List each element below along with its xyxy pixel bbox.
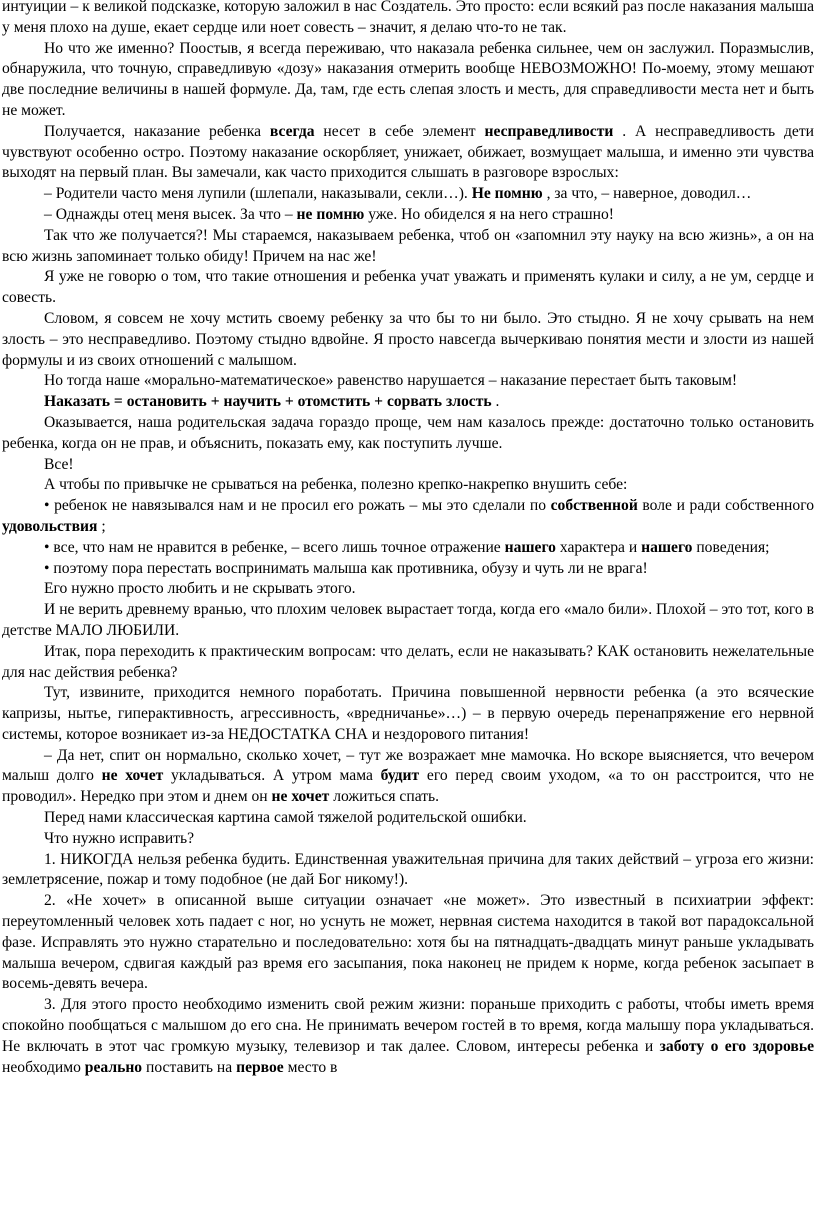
paragraph-bullet-2: [2, 538, 814, 559]
paragraph-remind-yourself: [2, 475, 814, 496]
paragraph-formula: [2, 392, 814, 413]
text-run: Что нужно исправить?: [44, 829, 195, 847]
bold-text: реально: [84, 1058, 143, 1076]
bold-text: нашего: [641, 538, 693, 556]
text-run: уже. Но обиделся я на него страшно!: [364, 205, 614, 223]
text-run: место в: [283, 1058, 338, 1076]
paragraph-rule-3: [2, 995, 814, 1078]
text-run: 3. Для этого просто необходимо изменить свой режим жизни: пораньше приходить с работы, чтобы иметь время спокойно пообщаться с малышом до его сна. Не принимать вечером гостей в то время, когда малышу пора укладываться. Не включать в этот час громкую музыку, телевизор и так далее. Словом, интересы ребенка и: [2, 996, 814, 1055]
paragraph-mother-objects: [2, 746, 814, 808]
text-run: Все!: [44, 455, 74, 473]
paragraph-intro-fragment: [2, 0, 814, 39]
text-run: Итак, пора переходить к практическим вопросам: что делать, если не наказывать? КАК остановить нежелательные для нас действия ребенка?: [2, 642, 814, 681]
text-run: А чтобы по привычке не срываться на ребенка, полезно крепко-накрепко внушить себе:: [44, 476, 628, 494]
paragraph-rule-2: [2, 891, 814, 995]
paragraph-fists: [2, 267, 814, 309]
text-run: – Однажды отец меня высек. За что –: [44, 205, 297, 223]
paragraph-bullet-3: [2, 559, 814, 580]
bold-text: не хочет: [101, 767, 164, 785]
text-run: Но тогда наше «морально-математическое» равенство нарушается – наказание перестает быть таковым!: [44, 372, 738, 390]
text-run: Я уже не говорю о том, что такие отношения и ребенка учат уважать и применять кулаки и силу, а не ум, сердце и совесть.: [2, 268, 814, 307]
bold-text: Не помню: [471, 185, 543, 203]
paragraph-rule-1: [2, 850, 814, 892]
paragraph-just-love: [2, 579, 814, 600]
text-run: Его нужно просто любить и не скрывать этого.: [44, 580, 356, 598]
text-run: Перед нами классическая картина самой тяжелой родительской ошибки.: [44, 809, 527, 827]
paragraph-quote-father: [2, 205, 814, 226]
text-run: Словом, я совсем не хочу мстить своему ребенку за что бы то ни было. Это стыдно. Я не хочу срывать на нем злость – это несправедливо. Поэтому стыдно вдвойне. Я просто навсегда вычеркиваю понятия мести и злости из нашей формулы и из своих отношений с малышом.: [2, 309, 814, 369]
paragraph-bullet-1: [2, 496, 814, 538]
paragraph-what-happens: [2, 226, 814, 268]
text-run: .: [491, 393, 500, 411]
text-run: Оказывается, наша родительская задача гораздо проще, чем нам казалось прежде: достаточно только остановить ребенка, когда он не прав, и объяснить, показать ему, как поступить лучше.: [2, 413, 814, 452]
bold-text: заботу о его здоровье: [659, 1037, 814, 1055]
text-run: поставить на: [142, 1058, 237, 1076]
bold-text: не помню: [296, 205, 365, 223]
text-run: поведения;: [692, 538, 770, 556]
bold-text: нашего: [504, 538, 556, 556]
text-run: – Родители часто меня лупили (шлепали, наказывали, секли…).: [44, 185, 472, 203]
paragraph-that-is-all: [2, 455, 814, 476]
text-run: его перед своим уходом, «а то он расстроится, что не проводил». Нередко при этом и днем он: [2, 767, 814, 806]
bold-text: собственной: [550, 497, 638, 515]
text-run: • поэтому пора перестать воспринимать малыша как противника, обузу и чуть ли не врага!: [44, 559, 648, 577]
text-run: Получается, наказание ребенка: [44, 122, 270, 140]
paragraph-classic-mistake: [2, 808, 814, 829]
paragraph-quote-parents: [2, 184, 814, 205]
paragraph-no-revenge: [2, 309, 814, 371]
text-run: – Да нет, спит он нормально, сколько хочет, – тут же возражает мне мамочка. Но вскоре выясняется, что вечером малыш долго: [2, 746, 814, 785]
text-run: ложиться спать.: [329, 788, 440, 806]
paragraph-always-injustice: [2, 122, 814, 184]
text-run: воле и ради собственного: [637, 497, 814, 515]
text-run: И не верить древнему вранью, что плохим человек вырастает тогда, когда его «мало били». Плохой – это тот, кого в детстве МАЛО ЛЮБИЛИ.: [2, 601, 814, 639]
bold-text: удовольствия: [2, 517, 98, 535]
bold-text: будит: [380, 767, 420, 785]
paragraph-what-to-do: [2, 829, 814, 850]
text-run: , за что, – наверное, доводил…: [542, 185, 752, 203]
bold-text: не хочет: [271, 788, 330, 806]
paragraph-nervous-system: [2, 683, 814, 745]
text-run: 2. «Не хочет» в описанной выше ситуации означает «не может». Это известный в психиатрии эффект: переутомленный человек хоть падает с ног, но уснуть не может, нервная система находится в такой вот парадоксальной фазе. Исправлять это нужно старательно и последовательно: хотя бы на пятнадцать-двадцать минут раньше укладывать малыша вечером, сдвигая каждый раз время его засыпания, пока наконец не придем к норме, когда ребенок засыпает в восемь-девять вечера.: [2, 892, 814, 993]
text-run: укладываться. А утром мама: [163, 767, 381, 785]
paragraph-old-nonsense: [2, 600, 814, 642]
paragraph-equality-broken: [2, 371, 814, 392]
bold-text: всегда: [269, 122, 315, 140]
bold-text: первое: [236, 1058, 284, 1076]
text-run: • все, что нам не нравится в ребенке, – всего лишь точное отражение: [44, 538, 505, 556]
text-run: Так что же получается?! Мы стараемся, наказываем ребенка, чтоб он «запомнил эту науку на всю жизнь», а он на всю жизнь запоминает только обиду! Причем на нас же!: [2, 226, 814, 265]
paragraph-what-exactly: [2, 39, 814, 122]
text-run: 1. НИКОГДА нельзя ребенка будить. Единственная уважительная причина для таких действий – угроза его жизни: землетрясение, пожар и тому подобное (не дай Бог никому!).: [2, 850, 814, 889]
text-run: ;: [97, 517, 106, 535]
text-run: Тут, извините, приходится немного поработать. Причина повышенной нервности ребенка (а это всяческие капризы, нытье, гиперактивность, агрессивность, «вредничанье»…) – в первую очередь перенапряжение его нервной системы, которое возникает из-за НЕДОСТАТКА СНА и нездорового питания!: [2, 684, 814, 743]
text-run: необходимо: [2, 1058, 85, 1076]
text-run: . А несправедливость дети чувствуют особенно остро. Поэтому наказание оскорбляет, унижает, обижает, возмущает малыша, и именно эти чувства выходят на первый план. Вы замечали, как часто приходится слышать в разговоре взрослых:: [2, 122, 814, 182]
text-run: характера и: [555, 538, 642, 556]
paragraph-simpler-task: [2, 413, 814, 455]
text-run: Но что же именно? Поостыв, я всегда переживаю, что наказала ребенка сильнее, чем он заслужил. Поразмыслив, обнаружила, что точную, справедливую «дозу» наказания отмерить вообще НЕВОЗМОЖНО! По-моему, этому мешают две последние величины в нашей формуле. Да, там, где есть слепая злость и месть, для справедливости места нет и быть не может.: [2, 39, 814, 119]
bold-text: несправедливости: [484, 122, 614, 140]
text-run: несет в себе элемент: [314, 122, 485, 140]
text-run: интуиции – к великой подсказке, которую заложил в нас Создатель. Это просто: если всякий раз после наказания малыша у меня плохо на душе, екает сердце или ноет совесть – значит, я делаю что-то не так.: [2, 0, 814, 36]
bold-text: Наказать = остановить + научить + отомстить + сорвать злость: [44, 393, 492, 411]
paragraph-practical: [2, 642, 814, 684]
text-run: • ребенок не навязывался нам и не просил его рожать – мы это сделали по: [44, 497, 551, 515]
